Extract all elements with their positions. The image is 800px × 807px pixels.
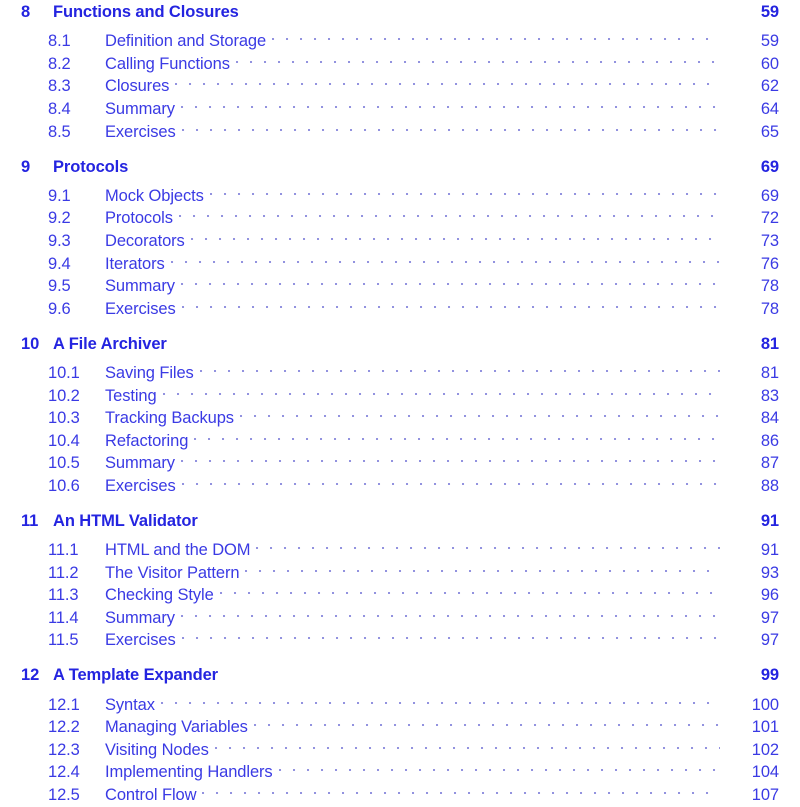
- section-number: 8.3: [48, 77, 71, 96]
- section-title: Exercises: [105, 122, 176, 141]
- section-title: Summary: [105, 608, 175, 627]
- section-number: 9.4: [48, 254, 71, 273]
- toc-section-entry[interactable]: [0, 687, 800, 714]
- chapter-group: [0, 1, 800, 141]
- toc-section-entry[interactable]: [0, 24, 800, 51]
- section-page-number: 97: [760, 608, 779, 627]
- section-number: 10.1: [48, 363, 80, 382]
- section-title: Checking Style: [105, 586, 214, 605]
- section-number: 12.2: [48, 718, 80, 737]
- section-page-number: 91: [760, 541, 779, 560]
- dot-leader: [254, 710, 720, 733]
- section-title: Visiting Nodes: [105, 740, 209, 759]
- section-title: Closures: [105, 77, 170, 96]
- section-title: Protocols: [105, 209, 173, 228]
- section-title: Summary: [105, 277, 175, 296]
- section-title: Summary: [105, 454, 175, 473]
- chapter-page-number: 69: [760, 157, 779, 176]
- section-number: 9.1: [48, 186, 71, 205]
- section-number: 9.3: [48, 231, 71, 250]
- section-number: 8.5: [48, 122, 71, 141]
- section-page-number: 86: [760, 431, 779, 450]
- dot-leader: [175, 69, 720, 92]
- section-title: Calling Functions: [105, 54, 230, 73]
- dot-leader: [182, 468, 720, 491]
- section-page-number: 69: [760, 186, 779, 205]
- section-page-number: 64: [760, 99, 779, 118]
- section-number: 10.3: [48, 409, 80, 428]
- dot-leader: [215, 732, 720, 755]
- section-page-number: 104: [751, 763, 779, 782]
- section-number: 11.4: [48, 608, 79, 627]
- section-title: Saving Files: [105, 363, 194, 382]
- section-title: Iterators: [105, 254, 165, 273]
- section-page-number: 97: [760, 631, 779, 650]
- section-title: Managing Variables: [105, 718, 248, 737]
- dot-leader: [171, 246, 720, 269]
- dot-leader: [182, 114, 720, 137]
- dot-leader: [161, 687, 720, 710]
- section-number: 10.4: [48, 431, 80, 450]
- chapter-title: An HTML Validator: [53, 511, 198, 530]
- section-number: 11.1: [48, 541, 79, 560]
- section-title: Implementing Handlers: [105, 763, 273, 782]
- chapter-page-number: 91: [760, 511, 779, 530]
- section-page-number: 78: [760, 299, 779, 318]
- dot-leader: [182, 623, 720, 646]
- section-number: 11.5: [48, 631, 79, 650]
- section-page-number: 78: [760, 277, 779, 296]
- section-number: 9.5: [48, 277, 71, 296]
- section-number: 8.4: [48, 99, 71, 118]
- dot-leader: [210, 178, 720, 201]
- section-page-number: 88: [760, 476, 779, 495]
- section-title: Control Flow: [105, 786, 197, 804]
- section-number: 9.6: [48, 299, 71, 318]
- dot-leader: [182, 291, 720, 314]
- chapter-number: 8: [21, 3, 31, 21]
- section-page-number: 60: [760, 54, 779, 73]
- chapter-number: 12: [21, 666, 40, 685]
- section-title: Definition and Storage: [105, 32, 267, 51]
- dot-leader: [245, 555, 720, 578]
- toc-chapter-entry[interactable]: [0, 664, 800, 687]
- dot-leader: [181, 91, 720, 114]
- section-page-number: 102: [751, 740, 779, 759]
- toc-section-entry[interactable]: [0, 532, 800, 560]
- section-title: Syntax: [105, 695, 155, 714]
- section-page-number: 73: [760, 231, 779, 250]
- chapter-title: A File Archiver: [53, 334, 167, 353]
- dot-leader: [279, 755, 720, 778]
- section-page-number: 62: [760, 77, 779, 96]
- dot-leader: [181, 269, 720, 292]
- section-number: 12.5: [48, 786, 80, 804]
- section-page-number: 65: [760, 122, 779, 141]
- section-page-number: 59: [760, 32, 779, 51]
- section-title: Testing: [105, 386, 157, 405]
- section-number: 8.2: [48, 54, 71, 73]
- chapter-number: 9: [21, 157, 31, 176]
- dot-leader: [202, 777, 720, 800]
- chapter-group: [0, 156, 800, 318]
- chapter-title: Functions and Closures: [53, 3, 239, 21]
- dot-leader: [240, 401, 720, 424]
- section-title: The Visitor Pattern: [105, 563, 240, 582]
- dot-leader: [220, 578, 720, 601]
- section-title: Summary: [105, 99, 175, 118]
- section-title: HTML and the DOM: [105, 541, 251, 560]
- chapter-page-number: 59: [760, 3, 779, 21]
- chapter-title: A Template Expander: [53, 666, 218, 685]
- section-title: Exercises: [105, 299, 176, 318]
- chapter-number: 11: [21, 511, 39, 530]
- section-number: 10.6: [48, 476, 80, 495]
- section-page-number: 96: [760, 586, 779, 605]
- section-number: 11.2: [48, 563, 79, 582]
- toc-section-entry[interactable]: [0, 355, 800, 382]
- dot-leader: [181, 446, 720, 469]
- section-title: Decorators: [105, 231, 185, 250]
- chapter-page-number: 99: [760, 666, 779, 685]
- chapter-group: [0, 510, 800, 650]
- section-page-number: 107: [751, 786, 779, 804]
- section-number: 8.1: [48, 32, 71, 51]
- chapter-number: 10: [21, 334, 40, 353]
- section-page-number: 72: [760, 209, 779, 228]
- section-number: 12.4: [48, 763, 80, 782]
- toc-chapter-entry[interactable]: [0, 156, 800, 179]
- section-page-number: 93: [760, 563, 779, 582]
- section-number: 9.2: [48, 209, 71, 228]
- toc-chapter-entry[interactable]: [0, 333, 800, 356]
- toc-chapter-entry[interactable]: [0, 1, 800, 24]
- chapter-group: [0, 333, 800, 495]
- section-page-number: 76: [760, 254, 779, 273]
- dot-leader: [194, 423, 720, 446]
- dot-leader: [179, 201, 720, 224]
- section-title: Mock Objects: [105, 186, 204, 205]
- section-title: Refactoring: [105, 431, 189, 450]
- section-number: 11.3: [48, 586, 79, 605]
- dot-leader: [236, 46, 720, 69]
- toc-chapter-entry[interactable]: [0, 510, 800, 533]
- section-title: Exercises: [105, 631, 176, 650]
- dot-leader: [256, 532, 720, 555]
- section-page-number: 84: [760, 409, 779, 428]
- section-page-number: 100: [751, 695, 779, 714]
- section-number: 10.2: [48, 386, 80, 405]
- section-number: 12.1: [48, 695, 80, 714]
- section-number: 10.5: [48, 454, 80, 473]
- section-page-number: 87: [760, 454, 779, 473]
- section-number: 12.3: [48, 740, 80, 759]
- dot-leader: [191, 223, 720, 246]
- chapter-title: Protocols: [53, 157, 129, 176]
- section-page-number: 81: [760, 363, 779, 382]
- dot-leader: [200, 355, 720, 378]
- section-title: Exercises: [105, 476, 176, 495]
- section-page-number: 83: [760, 386, 779, 405]
- section-page-number: 101: [751, 718, 779, 737]
- dot-leader: [272, 24, 720, 47]
- dot-leader: [163, 378, 720, 401]
- chapter-group: [0, 664, 800, 804]
- toc-section-entry[interactable]: [0, 178, 800, 205]
- chapter-page-number: 81: [760, 334, 779, 353]
- dot-leader: [181, 600, 720, 623]
- section-title: Tracking Backups: [105, 409, 234, 428]
